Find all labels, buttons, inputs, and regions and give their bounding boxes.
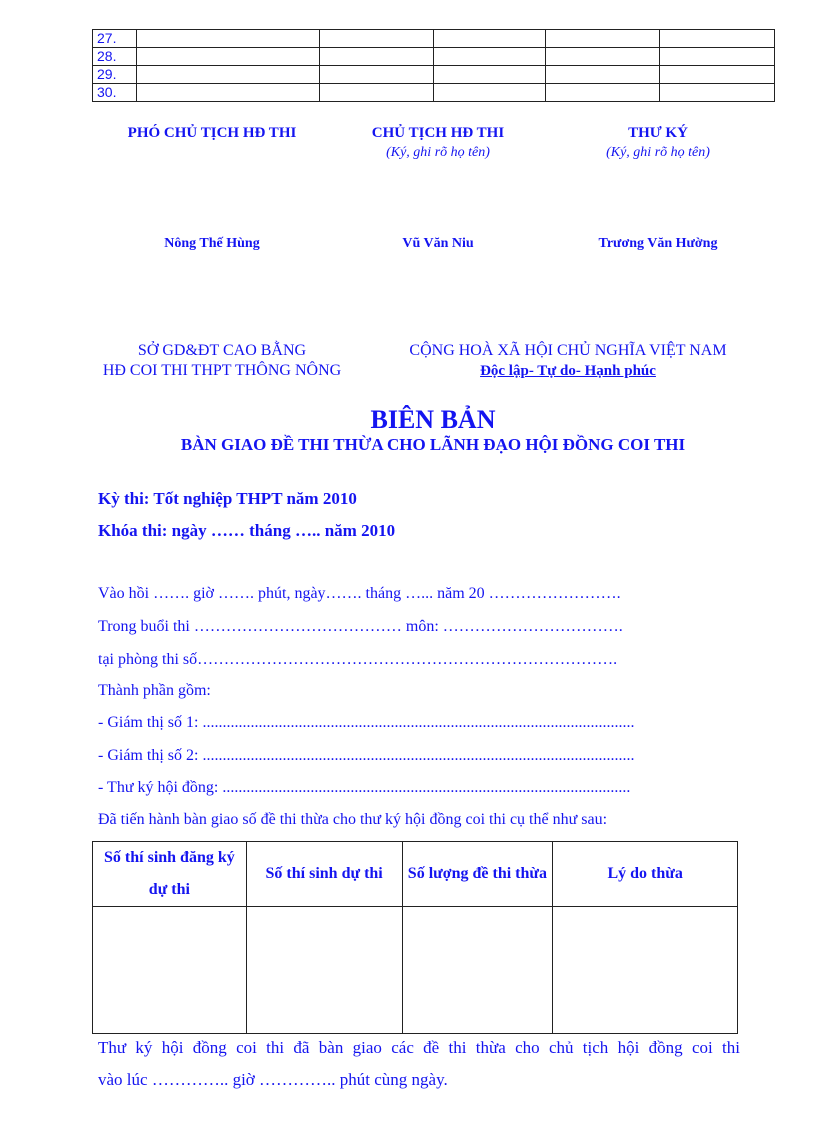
table-header-row [93, 842, 738, 907]
cell [402, 907, 553, 1034]
header-attended: Số thí sinh dự thi [246, 842, 402, 907]
signature-name-secretary: Trương Văn Hường [598, 236, 718, 251]
closing-line-1: Thư ký hội đồng coi thi đã bàn giao các đề thi thừa cho chủ tịch hội đồng coi thi [98, 1038, 740, 1057]
table-row [93, 66, 775, 84]
header-surplus: Số lượng đề thi thừa [402, 842, 553, 907]
signature-title-chair: CHỦ TỊCH HĐ THI [371, 125, 505, 141]
signature-title-secretary: THƯ KÝ [628, 125, 688, 141]
cell [93, 907, 247, 1034]
body-line-time: Vào hồi ……. giờ ……. phút, ngày……. tháng …... năm 20 ……………………. [98, 585, 621, 602]
attendance-table-continued [92, 29, 775, 102]
body-line-secretary: - Thư ký hội đồng: ...................................................................................................... [98, 779, 631, 796]
body-line-proctor-2: - Giám thị số 2: ............................................................................................................ [98, 747, 635, 764]
header-registered: Số thí sinh đăng ký dự thi [93, 842, 247, 907]
row-number: 29. [93, 66, 137, 84]
handover-table [92, 841, 738, 1034]
council-name: HĐ COI THI THPT THÔNG NÔNG [102, 362, 342, 379]
table-row [93, 48, 775, 66]
table-row [93, 84, 775, 102]
cell [246, 907, 402, 1034]
row-number: 28. [93, 48, 137, 66]
body-line-subject: Trong buổi thi ………………………………… môn: ……………………………. [98, 618, 623, 635]
table-row [93, 30, 775, 48]
signature-name-vice-chair: Nông Thế Hùng [164, 236, 260, 251]
signature-title-vice-chair: PHÓ CHỦ TỊCH HĐ THI [127, 125, 297, 141]
row-number: 27. [93, 30, 137, 48]
row-number: 30. [93, 84, 137, 102]
nation-name: CỘNG HOÀ XÃ HỘI CHỦ NGHĨA VIỆT NAM [409, 342, 727, 359]
body-line-members: Thành phần gồm: [98, 682, 211, 699]
body-line-proctor-1: - Giám thị số 1: ............................................................................................................ [98, 714, 635, 731]
signature-name-chair: Vũ Văn Niu [402, 236, 474, 251]
table-row [93, 907, 738, 1034]
cell [553, 907, 738, 1034]
header-reason: Lý do thừa [553, 842, 738, 907]
document-subtitle: BÀN GIAO ĐỀ THI THỪA CHO LÃNH ĐẠO HỘI ĐỒNG COI THI [180, 435, 686, 454]
body-line-room: tại phòng thi số……………………………………………………………………. [98, 651, 618, 668]
body-line-intro: Đã tiến hành bàn giao số đề thi thừa cho thư ký hội đồng coi thi cụ thể như sau: [98, 811, 608, 828]
document-title: BIÊN BẢN [370, 405, 496, 434]
org-name: SỞ GD&ĐT CAO BẰNG [137, 342, 307, 359]
exam-name: Kỳ thi: Tốt nghiệp THPT năm 2010 [98, 489, 357, 508]
signature-note-secretary: (Ký, ghi rõ họ tên) [606, 145, 710, 160]
signature-note-chair: (Ký, ghi rõ họ tên) [386, 145, 490, 160]
closing-line-2: vào lúc ………….. giờ ………….. phút cùng ngày. [98, 1070, 448, 1089]
national-motto: Độc lập- Tự do- Hạnh phúc [480, 363, 656, 379]
exam-session: Khóa thi: ngày …… tháng ….. năm 2010 [98, 521, 396, 540]
